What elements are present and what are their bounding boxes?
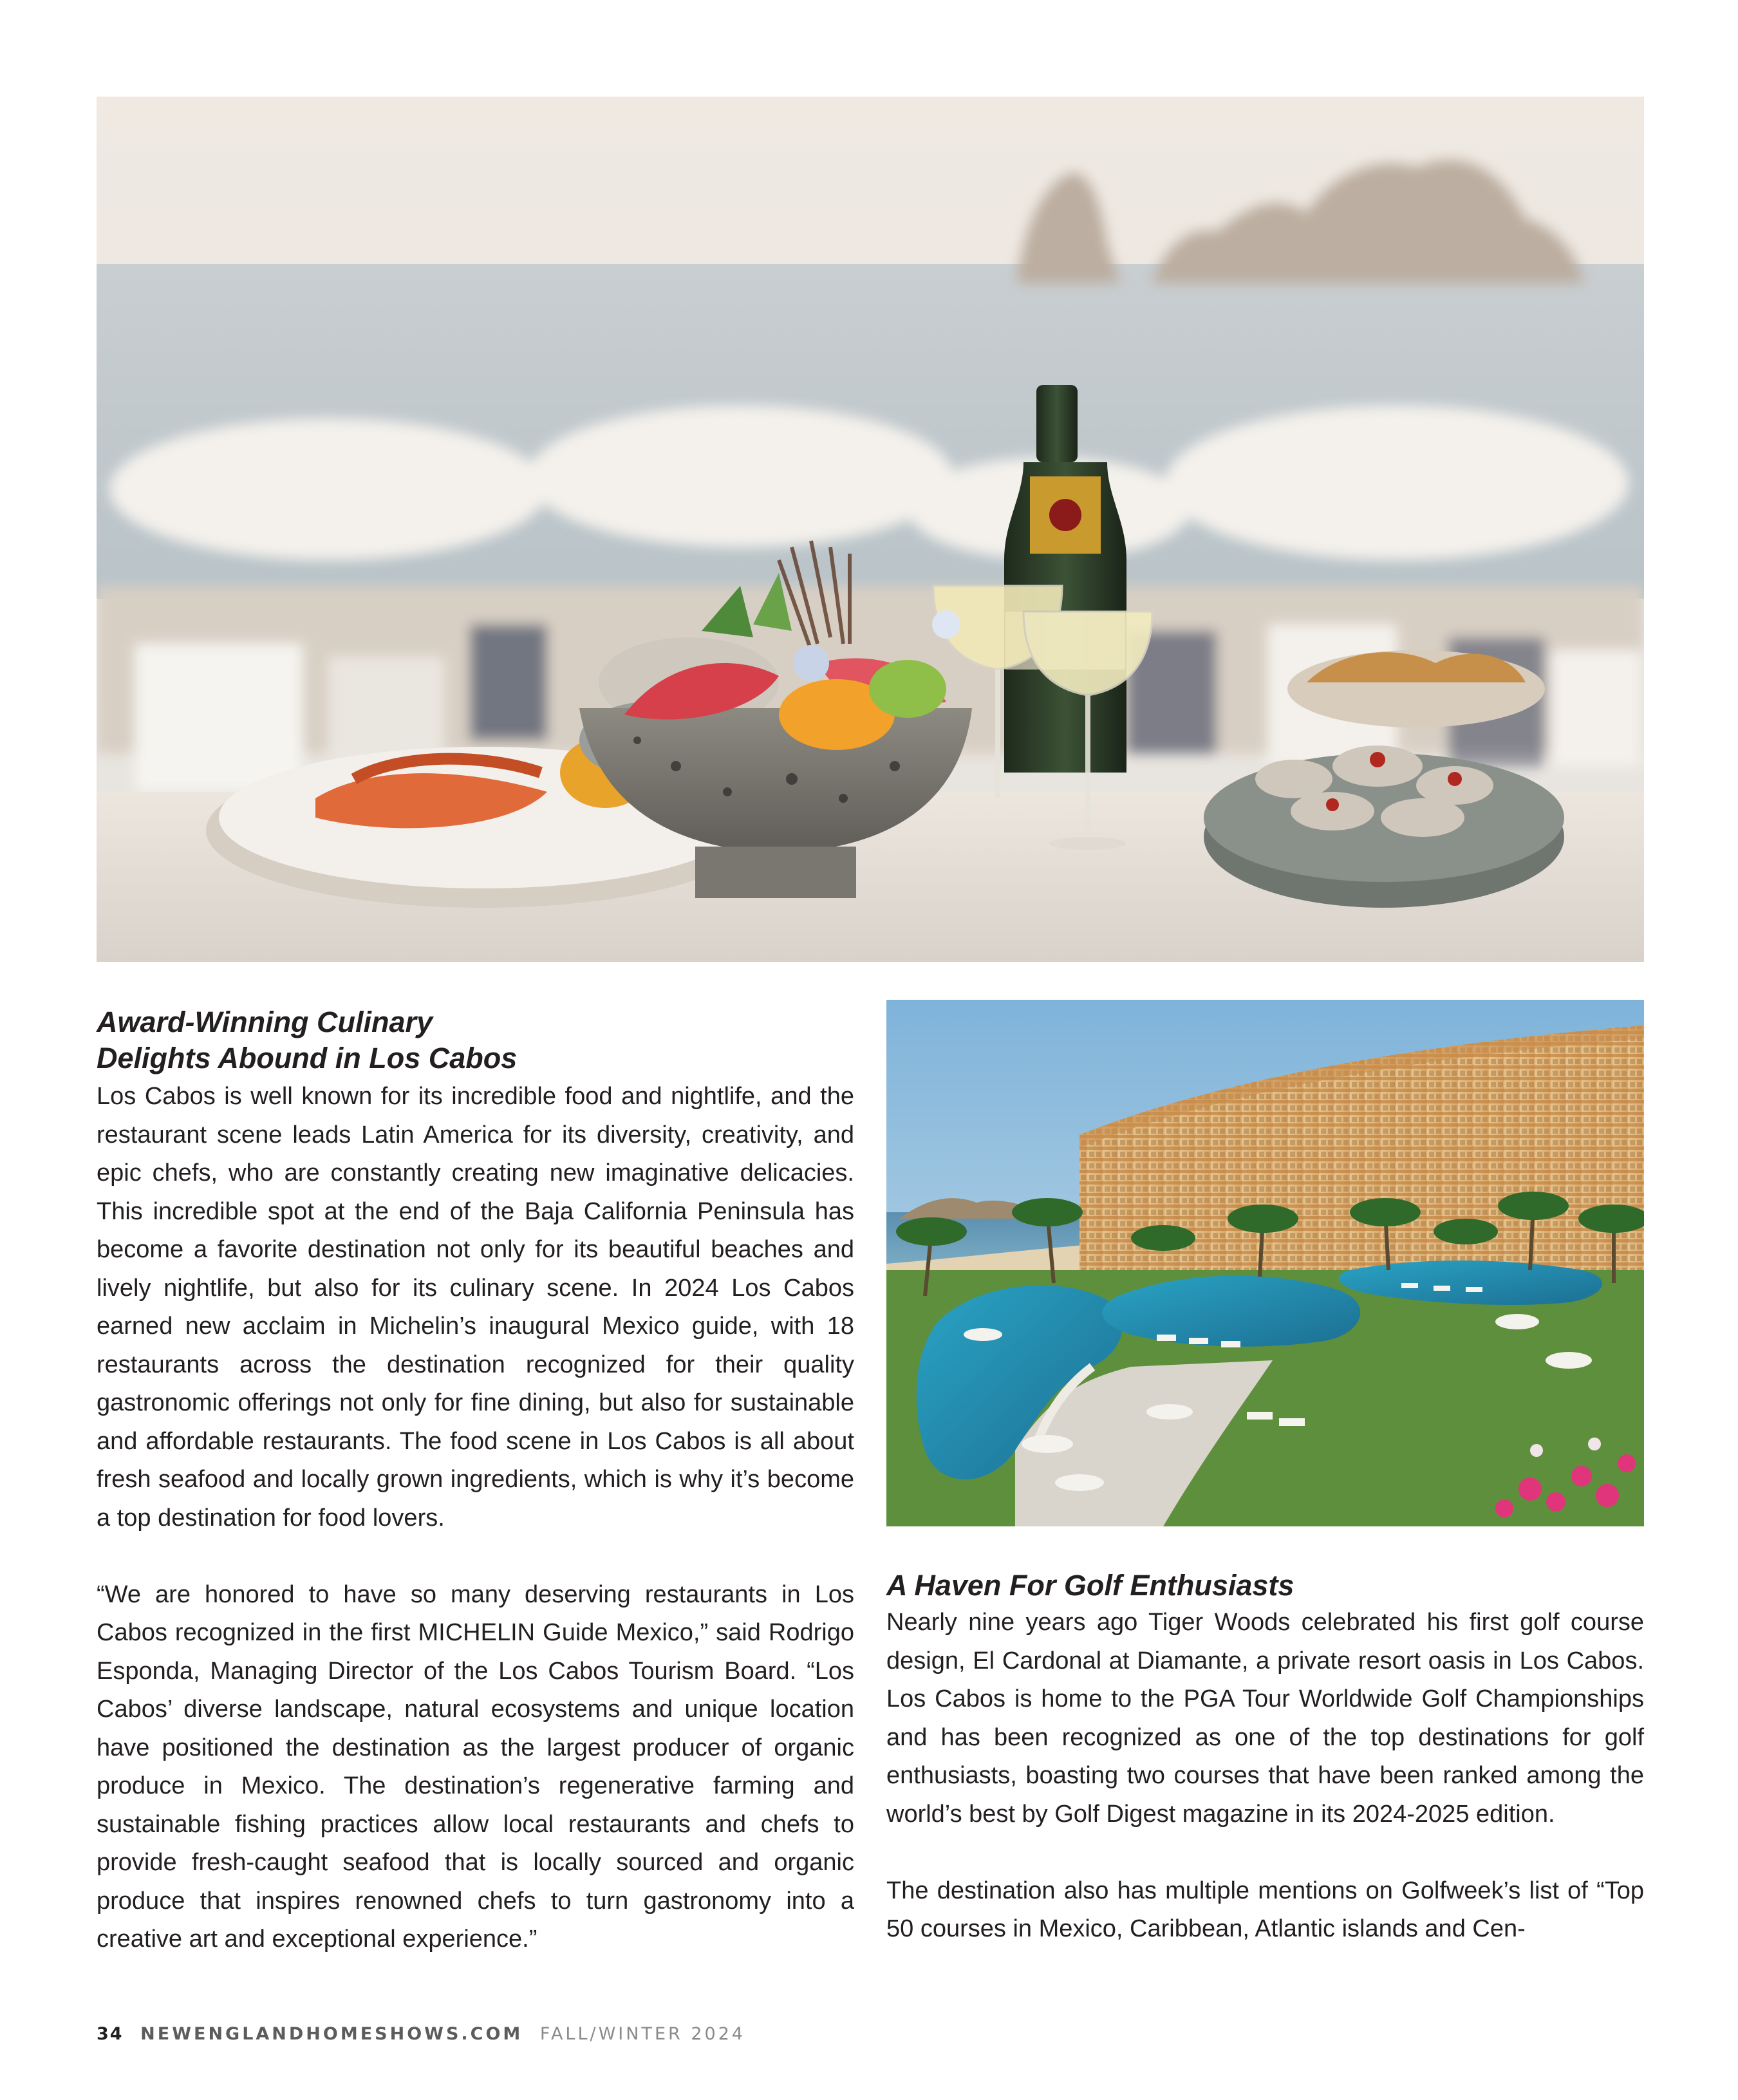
resort-photo — [886, 1000, 1644, 1526]
page-footer — [97, 2024, 745, 2044]
resort-pool-photo-icon — [886, 1000, 1644, 1526]
golf-heading: A Haven For Golf Enthusiasts — [886, 1569, 1294, 1602]
culinary-heading — [97, 1004, 854, 1076]
page-number: 34 — [97, 2024, 124, 2044]
golf-article — [886, 1568, 1644, 1949]
culinary-paragraph-1: Los Cabos is well known for its incredible food and nightlife, and the restaurant scene leads Latin America for its diversity, creativity, and epic chefs, who are constantly creating new imaginative delicacies. This incredible spot at the end of the Baja California Peninsula has become a favorite destination not only for its beautiful beaches and lively nightlife, but also for its culinary scene. In 2024 Los Cabos earned new acclaim in Michelin’s inaugural Mexico guide, with 18 restaurants across the destination recognized for their quality gastronomic offerings not only for fine dining, but also for sustainable and affordable restaurants. The food scene in Los Cabos is all about fresh seafood and locally grown ingredients, which is why it’s become a top destination for food lovers. — [97, 1083, 854, 1532]
culinary-heading-line-1: Award-Winning Culinary — [97, 1006, 433, 1038]
hero-photo — [97, 97, 1644, 962]
site-url: NEWENGLANDHOMESHOWS.COM — [140, 2024, 523, 2044]
culinary-article — [97, 1004, 854, 1959]
seafood-table-photo-icon — [97, 97, 1644, 962]
golf-paragraph-2: The destination also has multiple mentions on Golfweek’s list of “Top 50 courses in Mexico, Caribbean, Atlantic islands and Cen- — [886, 1877, 1644, 1942]
culinary-heading-line-2: Delights Abound in Los Cabos — [97, 1042, 518, 1074]
issue-label: FALL/WINTER 2024 — [539, 2024, 746, 2044]
golf-paragraph-1: Nearly nine years ago Tiger Woods celebrated his first golf course design, El Cardonal at Diamante, a private resort oasis in Los Cabos. Los Cabos is home to the PGA Tour Worldwide Golf Championships and has been recognized as one of the top destinations for golf enthusiasts, boasting two courses that have been ranked among the world’s best by Golf Digest magazine in its 2024-2025 edition. — [886, 1609, 1644, 1828]
culinary-paragraph-2: “We are honored to have so many deserving restaurants in Los Cabos recognized in the first MICHELIN Guide Mexico,” said Rodrigo Esponda, Managing Director of the Los Cabos Tourism Board. “Los Cabos’ diverse landscape, natural ecosystems and unique location have positioned the destination as the largest producer of organic produce in Mexico. The destination’s regenerative farming and sustainable fishing practices allow local restaurants and chefs to provide fresh-caught seafood that is locally sourced and organic produce that inspires renowned chefs to turn gastronomy into a creative art and exceptional experience.” — [97, 1580, 854, 1953]
